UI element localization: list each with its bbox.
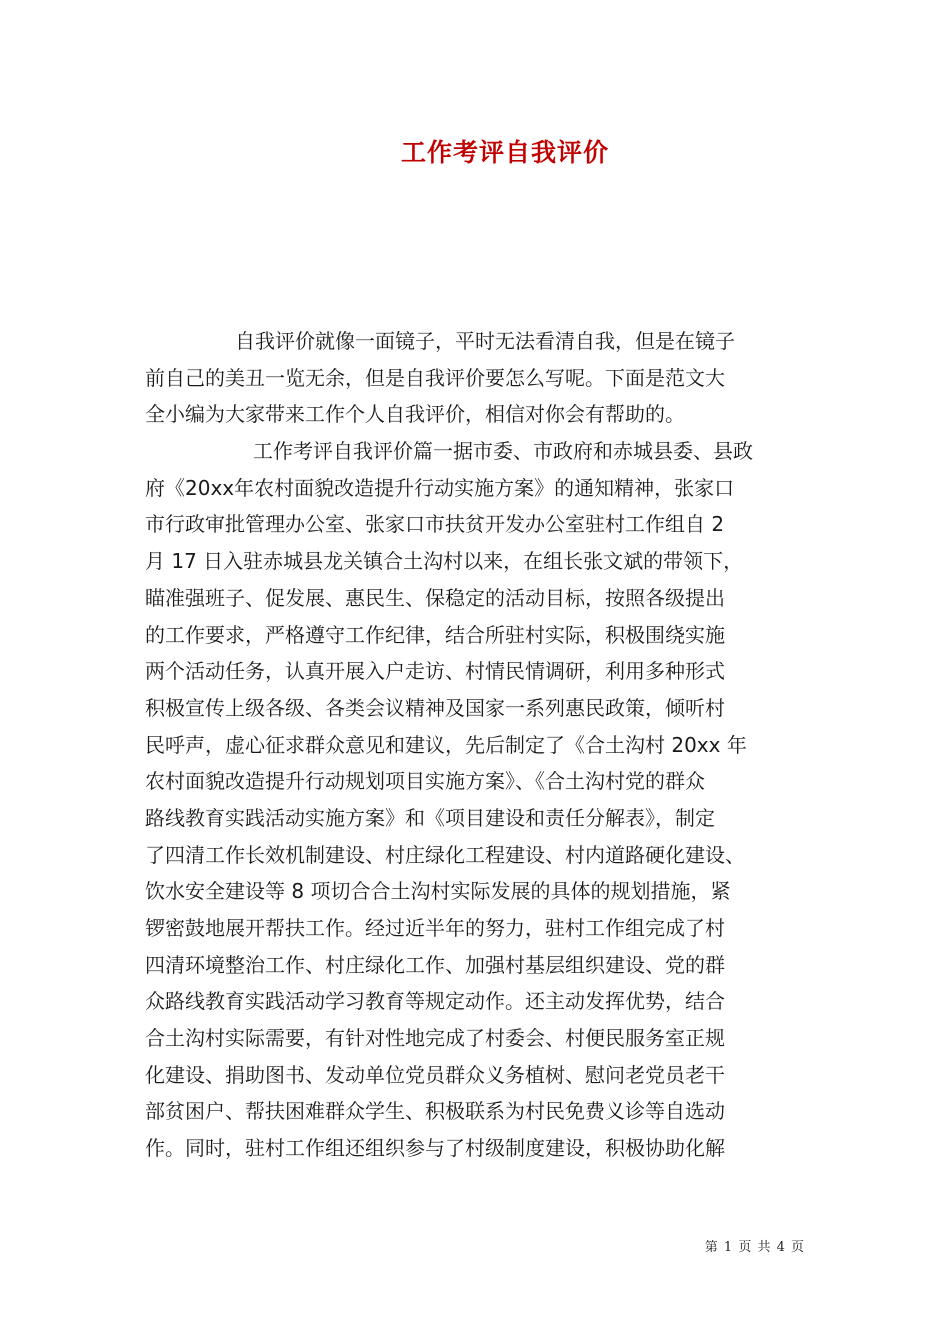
paragraph-line: 府《20xx年农村面貌改造提升行动实施方案》的通知精神，张家口 [145,475,735,500]
paragraph-intro [145,323,805,433]
paragraph-line: 积极宣传上级各级、各类会议精神及国家一系列惠民政策，倾听村 [145,695,725,720]
paragraph-line: 化建设、捐助图书、发动单位党员群众义务植树、慰问老党员老干 [145,1062,725,1087]
paragraph-line: 部贫困户、帮扶困难群众学生、积极联系为村民免费义诊等自选动 [145,1099,725,1124]
paragraph-line: 市行政审批管理办公室、张家口市扶贫开发办公室驻村工作组自 2 [145,512,725,537]
paragraph-line: 月 17 日入驻赤城县龙关镇合土沟村以来，在组长张文斌的带领下， [145,549,744,574]
paragraph-line: 四清环境整治工作、村庄绿化工作、加强村基层组织建设、党的群 [145,952,725,977]
paragraph-line: 全小编为大家带来工作个人自我评价，相信对你会有帮助的。 [145,402,685,427]
paragraph-main [145,433,805,1167]
document-body [145,323,805,1167]
paragraph-line: 众路线教育实践活动学习教育等规定动作。还主动发挥优势，结合 [145,989,725,1014]
paragraph-line: 合土沟村实际需要，有针对性地完成了村委会、村便民服务室正规 [145,1026,725,1051]
paragraph-line: 的工作要求，严格遵守工作纪律，结合所驻村实际，积极围绕实施 [145,622,725,647]
paragraph-line: 锣密鼓地展开帮扶工作。经过近半年的努力，驻村工作组完成了村 [145,916,725,940]
paragraph-line: 民呼声，虚心征求群众意见和建议，先后制定了《合土沟村 20xx 年 [145,732,747,757]
page-number: 第 1 页 共 4 页 [704,1240,805,1255]
paragraph-line: 饮水安全建设等 8 项切合合土沟村实际发展的具体的规划措施，紧 [145,879,731,904]
paragraph-line: 路线教育实践活动实施方案》和《项目建设和责任分解表》，制定 [145,805,715,830]
paragraph-line: 作。同时，驻村工作组还组织参与了村级制度建设，积极协助化解 [145,1136,725,1161]
paragraph-line: 两个活动任务，认真开展入户走访、村情民情调研，利用多种形式 [145,659,725,684]
paragraph-line: 自我评价就像一面镜子，平时无法看清自我，但是在镜子 [235,329,735,353]
document-title: 工作考评自我评价 [400,138,609,167]
paragraph-line: 农村面貌改造提升行动规划项目实施方案》、《合土沟村党的群众 [145,769,705,794]
paragraph-line: 工作考评自我评价篇一据市委、市政府和赤城县委、县政 [253,439,753,464]
paragraph-line: 瞄准强班子、促发展、惠民生、保稳定的活动目标，按照各级提出 [145,585,725,610]
paragraph-line: 前自己的美丑一览无余，但是自我评价要怎么写呢。下面是范文大 [145,365,725,390]
paragraph-line: 了四清工作长效机制建设、村庄绿化工程建设、村内道路硬化建设、 [145,842,745,867]
